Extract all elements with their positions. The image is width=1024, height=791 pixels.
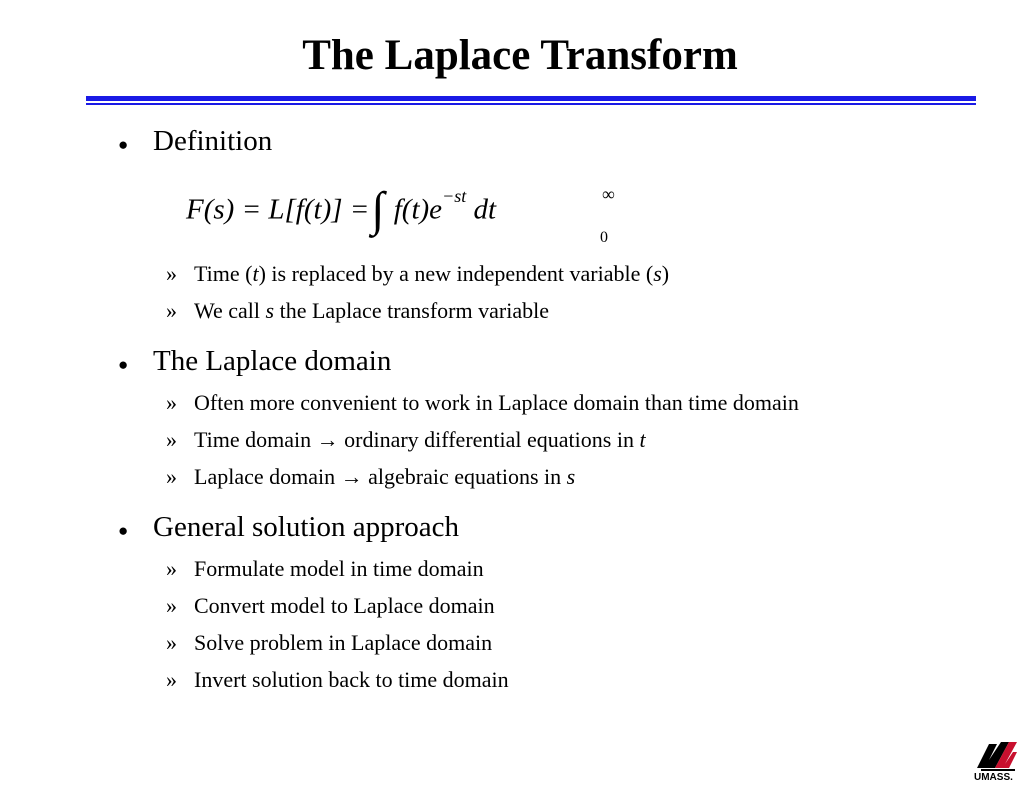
heading-definition: Definition [153, 125, 273, 157]
formula-exponent: −st [442, 186, 467, 206]
formula-integrand: f(t)e [393, 193, 443, 226]
formula-differential: dt [473, 193, 497, 226]
formula-upper-limit: ∞ [602, 184, 615, 204]
heading-general-solution: General solution approach [153, 511, 460, 543]
list-item: Laplace domain → algebraic equations in s [194, 464, 576, 489]
list-item: Formulate model in time domain [194, 556, 484, 581]
sub-marker: » [166, 630, 177, 655]
list-item: Often more convenient to work in Laplace domain than time domain [194, 390, 799, 415]
sub-marker: » [166, 593, 177, 618]
list-item: Convert model to Laplace domain [194, 593, 495, 618]
formula-lhs: F(s) = L[f(t)] = [186, 193, 370, 226]
title-rule-thin [86, 103, 976, 105]
sub-marker: » [166, 261, 177, 286]
sub-marker: » [166, 464, 177, 489]
bullet-definition: ● [118, 135, 129, 154]
list-item: Time domain → ordinary differential equations in t [194, 427, 646, 452]
sub-marker: » [166, 298, 177, 323]
slide-title: The Laplace Transform [302, 32, 738, 79]
list-item: We call s the Laplace transform variable [194, 298, 549, 323]
arrow-right-icon: → [340, 464, 363, 489]
list-item: Time (t) is replaced by a new independent variable (s) [194, 261, 670, 286]
bullet-laplace-domain: ● [118, 355, 129, 374]
laplace-formula [186, 182, 615, 246]
integral-sign-icon: ∫ [371, 182, 385, 236]
arrow-right-icon: → [316, 427, 339, 452]
formula-lower-limit: 0 [600, 229, 608, 246]
bullet-general-solution: ● [118, 521, 129, 540]
sub-marker: » [166, 556, 177, 581]
sub-marker: » [166, 427, 177, 452]
list-item: Solve problem in Laplace domain [194, 630, 493, 655]
sub-marker: » [166, 390, 177, 415]
heading-laplace-domain: The Laplace domain [153, 345, 392, 377]
list-item: Invert solution back to time domain [194, 667, 509, 692]
title-rule-thick [86, 96, 976, 101]
umass-logo-text: UMASS. [974, 772, 1013, 783]
sub-marker: » [166, 667, 177, 692]
